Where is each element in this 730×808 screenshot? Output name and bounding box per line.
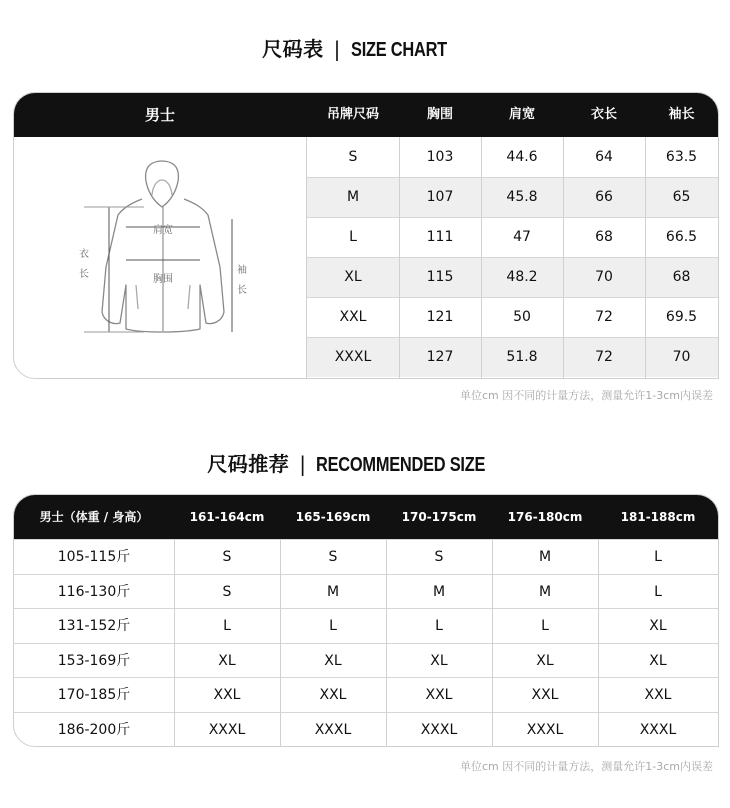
size-chart-title-cn: 尺码表 — [262, 37, 324, 61]
size-value: 51.8 — [506, 349, 538, 365]
size-value: 115 — [426, 269, 454, 285]
recommended-size-value: S — [434, 549, 444, 565]
title-separator: | — [333, 37, 341, 61]
recommended-size-value: XXXL — [208, 721, 246, 738]
size-chart-title-en: SIZE CHART — [350, 39, 447, 61]
column-divider — [563, 137, 564, 378]
header-col-shoulder: 肩宽 — [508, 107, 535, 122]
recommended-title-en: RECOMMENDED SIZE — [316, 454, 486, 476]
size-row — [307, 137, 718, 177]
size-value: 50 — [513, 309, 531, 325]
recommended-size-value: XXL — [213, 687, 241, 703]
size-value: 68 — [672, 269, 691, 285]
recommend-row — [14, 608, 718, 643]
jacket-diagram — [14, 137, 306, 378]
size-value: 65 — [672, 189, 691, 205]
size-row — [307, 257, 718, 297]
column-divider — [174, 539, 175, 746]
weight-label: 170-185斤 — [57, 687, 131, 703]
size-value: 103 — [426, 149, 454, 165]
recommended-header — [14, 495, 718, 539]
header-weight-height: 男士（体重 / 身高） — [39, 510, 149, 524]
size-value: 72 — [595, 309, 613, 325]
row-divider — [307, 177, 718, 178]
size-value: 121 — [426, 309, 454, 325]
recommended-size-value: L — [329, 618, 337, 634]
size-value: 63.5 — [665, 149, 698, 165]
size-value: 48.2 — [506, 269, 538, 285]
size-label: M — [346, 189, 360, 205]
header-col-tag-size: 吊牌尺码 — [326, 107, 379, 122]
figure-chest-label: 胸围 — [153, 274, 173, 285]
column-divider — [280, 539, 281, 746]
weight-label: 105-115斤 — [57, 549, 131, 565]
recommend-row — [14, 539, 718, 574]
figure-sleeve-label-2: 长 — [237, 285, 247, 296]
column-divider — [645, 137, 646, 378]
recommended-size-value: M — [326, 583, 340, 600]
recommended-size-value: XL — [536, 652, 554, 669]
recommended-size-value: XXXL — [639, 721, 677, 738]
header-height-170: 170-175cm — [401, 510, 477, 524]
size-value: 68 — [595, 229, 613, 245]
header-gender: 男士 — [144, 106, 175, 124]
recommend-row — [14, 712, 718, 747]
size-label: XXXL — [334, 349, 372, 365]
size-value: 127 — [426, 349, 454, 365]
recommended-size-value: L — [654, 583, 662, 600]
header-height-165: 165-169cm — [295, 510, 371, 524]
column-divider — [386, 539, 387, 746]
weight-label: 153-169斤 — [57, 652, 131, 669]
recommended-size-value: XXL — [425, 687, 453, 703]
size-value: 45.8 — [506, 189, 538, 205]
size-row — [307, 337, 718, 377]
header-col-chest: 胸围 — [426, 107, 453, 122]
recommended-size-value: XXL — [531, 687, 559, 703]
column-divider — [481, 137, 482, 378]
recommended-title — [0, 448, 730, 477]
size-value: 64 — [595, 149, 613, 165]
size-row — [307, 177, 718, 217]
recommended-size-value: M — [538, 583, 552, 600]
header-height-161: 161-164cm — [189, 510, 265, 524]
recommended-size-value: XXXL — [526, 721, 564, 738]
recommended-size-value: S — [328, 549, 338, 565]
recommended-size-value: XL — [649, 652, 667, 669]
row-divider — [307, 337, 718, 338]
size-chart-note: 单位cm 因不同的计量方法，测量允许1-3cm内误差 — [460, 389, 713, 402]
size-value: 69.5 — [665, 309, 698, 325]
size-chart-table — [13, 92, 719, 379]
recommended-size-value: S — [222, 549, 232, 565]
title-separator: | — [299, 452, 307, 476]
size-row — [307, 217, 718, 257]
size-value: 47 — [513, 229, 531, 245]
recommended-size-table — [13, 494, 719, 747]
header-col-length: 衣长 — [590, 107, 617, 122]
size-label: L — [349, 229, 357, 245]
size-value: 111 — [426, 229, 454, 245]
size-value: 66 — [595, 189, 613, 205]
recommended-size-value: L — [435, 618, 443, 634]
figure-length-label-1: 衣 — [79, 249, 89, 260]
recommended-size-value: L — [654, 549, 662, 565]
recommend-row — [14, 574, 718, 609]
jacket-icon — [14, 137, 306, 378]
recommended-size-value: L — [541, 618, 549, 634]
recommended-size-value: S — [222, 583, 232, 600]
row-divider — [307, 217, 718, 218]
recommended-size-value: XXXL — [314, 721, 352, 738]
recommended-size-value: XL — [324, 652, 342, 669]
recommended-size-value: XL — [430, 652, 448, 669]
column-divider — [598, 539, 599, 746]
size-value: 72 — [595, 349, 613, 365]
recommended-note: 单位cm 因不同的计量方法，测量允许1-3cm内误差 — [460, 760, 713, 773]
recommended-size-value: XL — [649, 618, 667, 634]
figure-sleeve-label-1: 袖 — [237, 265, 247, 276]
size-row — [307, 297, 718, 337]
recommended-size-value: XXL — [644, 687, 672, 703]
recommended-size-value: XXXL — [420, 721, 458, 738]
recommend-row — [14, 677, 718, 712]
column-divider — [399, 137, 400, 378]
weight-label: 131-152斤 — [57, 618, 131, 634]
size-chart-header — [14, 93, 718, 137]
row-divider — [307, 297, 718, 298]
recommended-size-value: M — [432, 583, 446, 600]
recommend-row — [14, 643, 718, 678]
weight-label: 116-130斤 — [57, 583, 131, 600]
size-value: 44.6 — [506, 149, 538, 165]
size-value: 66.5 — [665, 229, 698, 245]
size-chart-title — [0, 33, 730, 62]
size-value: 70 — [672, 349, 691, 365]
recommended-size-value: XXL — [319, 687, 347, 703]
size-label: XXL — [339, 309, 367, 325]
figure-shoulder-label: 肩宽 — [153, 225, 173, 236]
recommended-size-value: L — [223, 618, 231, 634]
figure-length-label-2: 长 — [79, 269, 89, 280]
weight-label: 186-200斤 — [57, 721, 131, 738]
column-divider — [492, 539, 493, 746]
row-divider — [307, 257, 718, 258]
header-height-176: 176-180cm — [507, 510, 583, 524]
header-col-sleeve: 袖长 — [668, 107, 695, 122]
size-label: S — [348, 149, 358, 165]
size-value: 107 — [426, 189, 454, 205]
header-height-181: 181-188cm — [620, 510, 696, 524]
recommended-title-cn: 尺码推荐 — [207, 452, 290, 476]
size-value: 70 — [595, 269, 613, 285]
recommended-size-value: M — [538, 549, 552, 565]
recommended-size-value: XL — [218, 652, 236, 669]
size-label: XL — [344, 269, 362, 285]
